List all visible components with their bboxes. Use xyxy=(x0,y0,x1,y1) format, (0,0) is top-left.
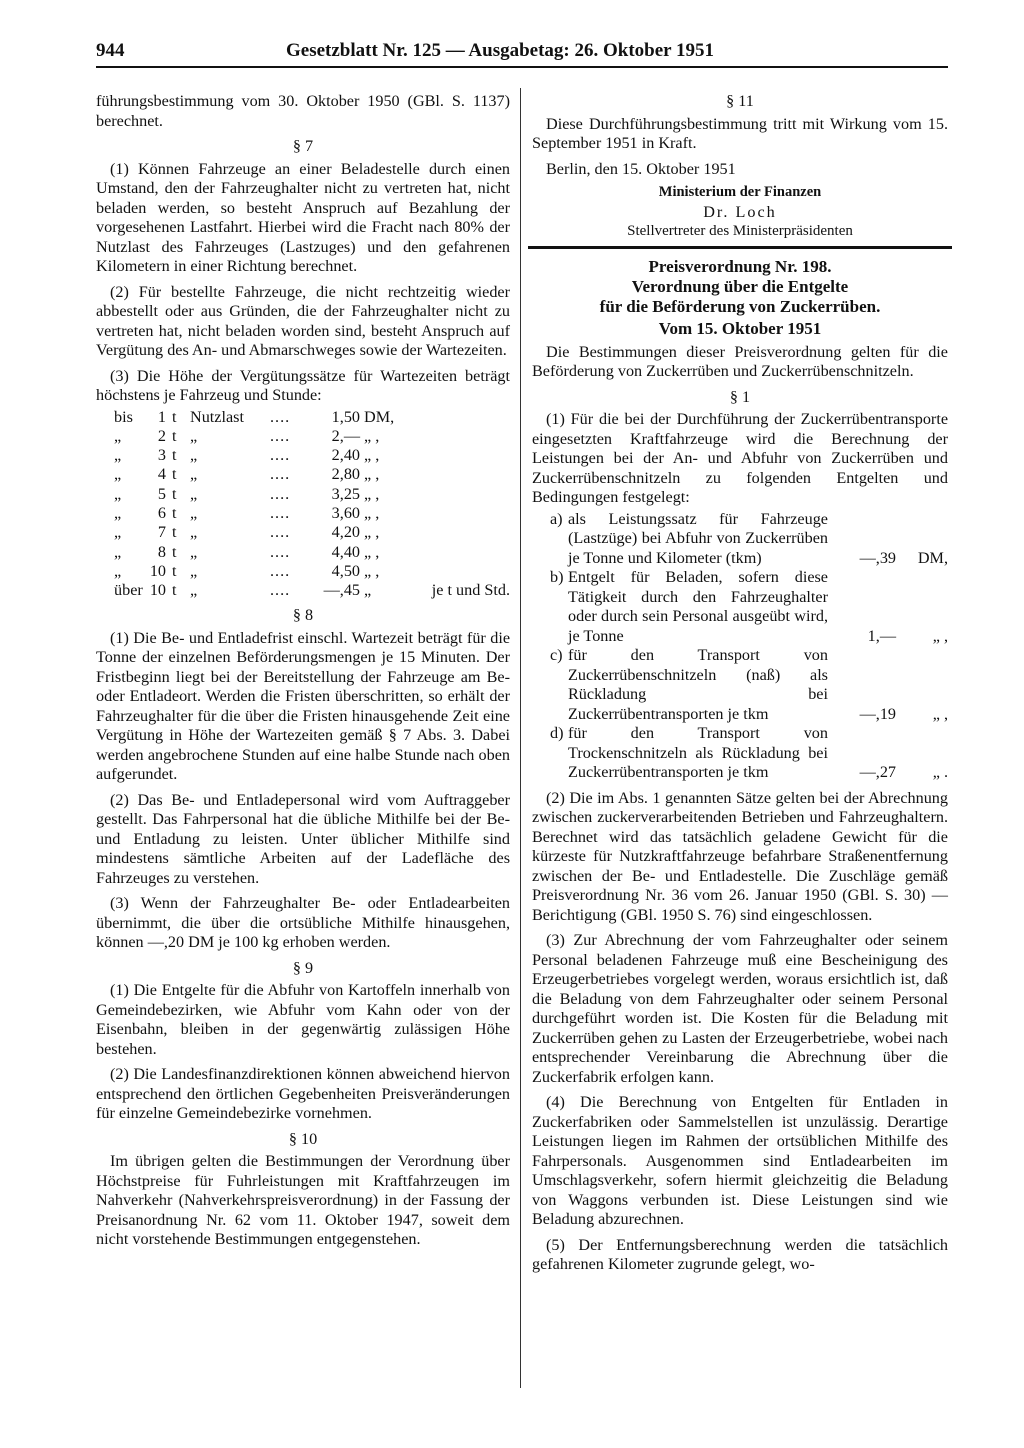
rate-currency: „ , xyxy=(364,542,380,561)
left-column xyxy=(96,92,510,1256)
rate-extra xyxy=(404,543,510,562)
rate-currency: „ xyxy=(364,581,372,600)
place-date: Berlin, den 15. Oktober 1951 xyxy=(546,159,736,178)
rate-value: 1,50 xyxy=(331,407,360,426)
item-unit: DM, xyxy=(917,548,948,567)
section-8-para-2: (2) Das Be- und Entladepersonal wird vom Auftraggeber gestellt. Das Fahrpersonal hat die übliche Mithilfe bei der Be- und Entladung zu leisten. Unter üblicher Mithilfe sind mindestens sämtliche Arbeiten auf der Ladefläche des Fahrzeuges zu verstehen. xyxy=(96,790,510,887)
rate-extra xyxy=(404,504,510,523)
right-column xyxy=(532,92,948,1281)
rate-row xyxy=(96,485,510,504)
rate-value: 4,40 xyxy=(331,542,360,561)
rate-tonnage: 4 xyxy=(157,465,166,484)
item-value: —,27 xyxy=(859,763,896,781)
section-7-para-2: (2) Für bestellte Fahrzeuge, die nicht rechtzeitig wieder abbestellt oder aus Gründen, die der Fahrzeughalter nicht zu vertreten hat, nicht beladen worden sind, besteht Anspruch auf Vergütung des An- und Abmarschweges sowie der Wartezeiten. xyxy=(96,282,510,359)
rate-prefix: „ xyxy=(114,426,122,445)
rate-leader: .... xyxy=(270,446,291,465)
page-header xyxy=(96,40,948,68)
section-1-para-1: (1) Für die bei der Durchführung der Zuckerrübentransporte eingesetzten Kraftfahrzeuge wird die Berechnung der Leistungen bei der An- und Abfuhr von Zuckerrüben und Zuckerrübenschnitzeln zu folgenden Entgelten und Bedingungen festgelegt: xyxy=(532,410,948,506)
rate-tonnage: 5 xyxy=(157,484,166,503)
rate-extra xyxy=(404,465,510,484)
rate-label: „ xyxy=(190,503,198,522)
rate-leader: .... xyxy=(270,542,291,561)
intro-paragraph: führungsbestimmung vom 30. Oktober 1950 (GBl. S. 1137) berechnet. xyxy=(96,92,510,130)
rate-currency: „ , xyxy=(364,446,380,465)
rate-label: „ xyxy=(190,484,198,503)
rate-unit: t xyxy=(172,465,177,484)
rate-prefix: bis xyxy=(114,407,133,426)
rate-extra xyxy=(404,485,510,504)
section-heading-9: § 9 xyxy=(292,958,314,977)
rate-label: „ xyxy=(190,426,198,445)
rate-tonnage: 10 xyxy=(149,561,166,580)
item-label: d) xyxy=(550,724,564,742)
item-label: a) xyxy=(550,509,563,528)
rate-value: 4,50 xyxy=(331,561,360,580)
rate-currency: „ , xyxy=(364,426,380,445)
section-heading-10: § 10 xyxy=(288,1129,318,1148)
ordinance-title-1: Preisverordnung Nr. 198. xyxy=(648,256,832,276)
rate-item xyxy=(532,568,948,646)
item-label: c) xyxy=(550,646,563,664)
rate-currency: „ , xyxy=(364,503,380,522)
section-heading-1: § 1 xyxy=(729,387,751,406)
rate-value: 4,20 xyxy=(331,523,360,542)
rate-value: 2,— xyxy=(331,426,360,445)
rate-value: —,45 xyxy=(323,581,360,600)
rate-row xyxy=(96,562,510,581)
item-value: —,39 xyxy=(859,548,896,567)
section-9-para-1: (1) Die Entgelte für die Abfuhr von Kartoffeln innerhalb von Gemeindebezirken, wie Abfuhr vom Kahn oder von der Eisenbahn, bleiben in der gegenwärtig zulässigen Höhe bestehen. xyxy=(96,981,510,1058)
item-text: für den Transport von Trockenschnitzeln als Rückladung bei Zuckerrübentransporten je tkm xyxy=(568,724,828,781)
rate-label: „ xyxy=(190,561,198,580)
item-unit: „ . xyxy=(932,763,948,781)
section-7-para-3: (3) Die Höhe der Vergütungssätze für Wartezeiten beträgt höchstens je Fahrzeug und Stunde: xyxy=(96,366,510,404)
rate-item xyxy=(532,724,948,783)
rate-label: „ xyxy=(190,465,198,484)
rate-unit: t xyxy=(172,581,177,600)
rate-leader: .... xyxy=(270,503,291,522)
rate-prefix: „ xyxy=(114,523,122,542)
rate-row xyxy=(96,543,510,562)
section-1-para-4: (4) Die Berechnung von Entgelten für Entladen in Zuckerfabriken oder Sammelstellen ist unzulässig. Derartige Leistungen liegen im Rahmen der ortsüblichen Mithilfe des Fahrpersonals. Ausgenommen sind Entladearbeiten im Umschlagsverkehr, sofern hiermit gleichzeitig die Beladung von Waggons verbunden ist. Diese Leistungen sind wie Beladung abzurechnen. xyxy=(532,1093,948,1228)
item-label: b) xyxy=(550,568,564,586)
rate-unit: t xyxy=(172,407,177,426)
rate-label: Nutzlast xyxy=(190,407,244,426)
section-1-para-2: (2) Die im Abs. 1 genannten Sätze gelten bei der Abrechnung zwischen zuckerverarbeitenden Betrieben und Fahrzeughaltern. Berechnet wird das tatsächlich geladene Gewicht für die kürzeste für Nutzkraftfahrzeuge befahrbare Straßenentfernung zwischen der Be- und Entladestelle. Die Zuschläge gemäß Preisverordnung Nr. 36 vom 26. Januar 1950 (GBl. S. 30) — Berichtigung (GBl. 1950 S. 76) sind eingeschlossen. xyxy=(532,788,948,924)
item-text: als Leistungssatz für Fahrzeuge (Lastzüge) bei Abfuhr von Zuckerrüben je Tonne und Kilometer (tkm) xyxy=(568,509,828,567)
column-divider xyxy=(520,88,521,1388)
gazette-title: Gesetzblatt Nr. 125 — Ausgabetag: 26. Oktober 1951 xyxy=(286,40,715,61)
rate-label: „ xyxy=(190,542,198,561)
section-8-para-3: (3) Wenn der Fahrzeughalter Be- oder Entladearbeiten übernimmt, die über die ortsübliche Mithilfe hinausgehen, können —,20 DM je 100 kg erhoben werden. xyxy=(96,894,510,952)
section-heading-8: § 8 xyxy=(292,606,314,625)
section-11-para-1: Diese Durchführungsbestimmung tritt mit Wirkung vom 15. September 1951 in Kraft. xyxy=(532,114,948,152)
section-8-para-1: (1) Die Be- und Entladefrist einschl. Wartezeit beträgt für die Tonne der einzelnen Beförderungsmengen je 15 Minuten. Der Fristbeginn liegt bei der Bereitstellung der Fahrzeuge am Be- oder Entladeort. Werden die Fristen überschritten, so erhält der Fahrzeughalter für die über die Fristen hinausgehende Zeit eine Vergütung in Höhe der Wartezeiten gemäß § 7 Abs. 3. Dabei werden angebrochene Stunden auf eine halbe Stunde nach oben aufgerundet. xyxy=(96,628,510,784)
rate-unit: t xyxy=(172,542,177,561)
rate-leader: .... xyxy=(270,523,291,542)
rate-extra xyxy=(404,408,510,427)
rate-unit: t xyxy=(172,426,177,445)
rate-prefix: „ xyxy=(114,465,122,484)
rate-prefix: „ xyxy=(114,561,122,580)
rate-leader: .... xyxy=(270,561,291,580)
rate-prefix: „ xyxy=(114,446,122,465)
item-text: für den Transport von Zuckerrübenschnitzeln (naß) als Rückladung bei Zuckerrübentransporten je tkm xyxy=(568,646,828,723)
section-1-para-3: (3) Zur Abrechnung der vom Fahrzeughalter oder seinem Personal beladenen Fahrzeuge muß eine Bescheinigung des Erzeugerbetriebes vorgelegt werden, woraus ersichtlich ist, daß die Beladung von dem Fahrzeughalter oder seinem Personal durchgeführt worden ist. Die Kosten für die Beladung mit Zuckerrüben gehen zu Lasten der Erzeugerbetriebe, wobei nach entsprechender Vereinbarung die Abrechnung über die Zuckerfabrik erfolgen kann. xyxy=(532,931,948,1086)
rate-unit: t xyxy=(172,523,177,542)
section-rule xyxy=(528,246,952,249)
rate-extra xyxy=(404,427,510,446)
rate-tonnage: 7 xyxy=(157,523,166,542)
rate-tonnage: 10 xyxy=(149,581,166,600)
ordinance-title-3: für die Beförderung von Zuckerrüben. xyxy=(599,296,881,316)
item-value: —,19 xyxy=(859,704,896,723)
rate-row xyxy=(96,427,510,446)
rate-prefix: „ xyxy=(114,503,122,522)
rate-leader: .... xyxy=(270,581,291,600)
rate-prefix: über xyxy=(114,581,143,600)
rate-tonnage: 2 xyxy=(157,426,166,445)
rate-extra xyxy=(404,446,510,465)
section-10-para-1: Im übrigen gelten die Bestimmungen der Verordnung über Höchstpreise für Fuhrleistungen mit Kraftfahrzeugen im Nahverkehr (Nahverkehrspreisverordnung) in der Fassung der Preisanordnung Nr. 62 vom 11. Oktober 1947, soweit dem nicht vorstehende Bestimmungen entgegenstehen. xyxy=(96,1152,510,1249)
rate-leader: .... xyxy=(270,426,291,445)
rate-unit: t xyxy=(172,503,177,522)
rate-extra xyxy=(404,562,510,581)
rate-prefix: „ xyxy=(114,542,122,561)
section-heading-11: § 11 xyxy=(726,92,754,110)
section-heading-7: § 7 xyxy=(292,137,314,155)
rate-leader: .... xyxy=(270,465,291,484)
rate-currency: „ , xyxy=(364,484,380,503)
rate-row xyxy=(96,408,510,427)
ministry-name: Ministerium der Finanzen xyxy=(658,184,822,200)
signer-role: Stellvertreter des Ministerpräsidenten xyxy=(627,223,853,239)
item-unit: „ , xyxy=(932,626,948,645)
rate-unit: t xyxy=(172,484,177,503)
rate-tonnage: 6 xyxy=(157,503,166,522)
rate-extra: je t und Std. xyxy=(431,581,510,600)
rate-row xyxy=(96,465,510,484)
ordinance-title-2: Verordnung über die Entgelte xyxy=(631,276,849,296)
ordinance-date: Vom 15. Oktober 1951 xyxy=(658,318,822,338)
rate-tonnage: 3 xyxy=(157,446,166,465)
item-value: 1,— xyxy=(867,626,896,645)
rate-value: 2,40 xyxy=(331,446,360,465)
rate-value: 3,60 xyxy=(331,503,360,522)
section-1-para-5: (5) Der Entfernungsberechnung werden die tatsächlich gefahrenen Kilometer zugrunde gelegt, wo- xyxy=(532,1235,948,1273)
rate-label: „ xyxy=(190,523,198,542)
rate-extra xyxy=(404,523,510,542)
rate-leader: .... xyxy=(270,407,291,426)
rate-currency: DM, xyxy=(364,407,395,426)
rate-unit: t xyxy=(172,446,177,465)
rate-currency: „ , xyxy=(364,561,380,580)
section-9-para-2: (2) Die Landesfinanzdirektionen können abweichend hiervon entsprechend den örtlichen Gegebenheiten Preisveränderungen für einzelne Gemeindebezirke vornehmen. xyxy=(96,1065,510,1123)
rate-label: „ xyxy=(190,581,198,600)
rate-prefix: „ xyxy=(114,484,122,503)
rate-table xyxy=(96,408,510,601)
rate-unit: t xyxy=(172,561,177,580)
rate-currency: „ , xyxy=(364,523,380,542)
rate-leader: .... xyxy=(270,484,291,503)
rate-currency: „ , xyxy=(364,465,380,484)
rate-label: „ xyxy=(190,446,198,465)
item-text: Entgelt für Beladen, sofern diese Tätigkeit durch den Fahrzeughalter oder durch sein Personal ausgeübt wird, je Tonne xyxy=(568,568,828,645)
rate-items-list xyxy=(532,510,948,783)
rate-item xyxy=(532,646,948,724)
rate-value: 3,25 xyxy=(331,484,360,503)
rate-row xyxy=(96,523,510,542)
rate-tonnage: 8 xyxy=(157,542,166,561)
section-7-para-1: (1) Können Fahrzeuge an einer Beladestelle durch einen Umstand, den der Fahrzeughalter nicht zu vertreten hat, nicht beladen werden, so besteht Anspruch auf Bezahlung der vorgesehenen Lastfahrt. Hierbei wird die Fracht nach 80% der Nutzlast des Fahrzeuges (Lastzuges) und den gefahrenen Kilometern in einer Richtung berechnet. xyxy=(96,159,510,275)
ordinance-intro: Die Bestimmungen dieser Preisverordnung gelten für die Beförderung von Zuckerrüben und Zuckerrübenschnitzeln. xyxy=(532,342,948,380)
rate-row xyxy=(96,446,510,465)
signer-name: Dr. Loch xyxy=(703,202,777,221)
item-unit: „ , xyxy=(932,704,948,723)
rate-row xyxy=(96,581,510,600)
rate-value: 2,80 xyxy=(331,465,360,484)
rate-item xyxy=(532,510,948,569)
page-number: 944 xyxy=(96,40,125,61)
rate-row xyxy=(96,504,510,523)
rate-tonnage: 1 xyxy=(157,407,166,426)
